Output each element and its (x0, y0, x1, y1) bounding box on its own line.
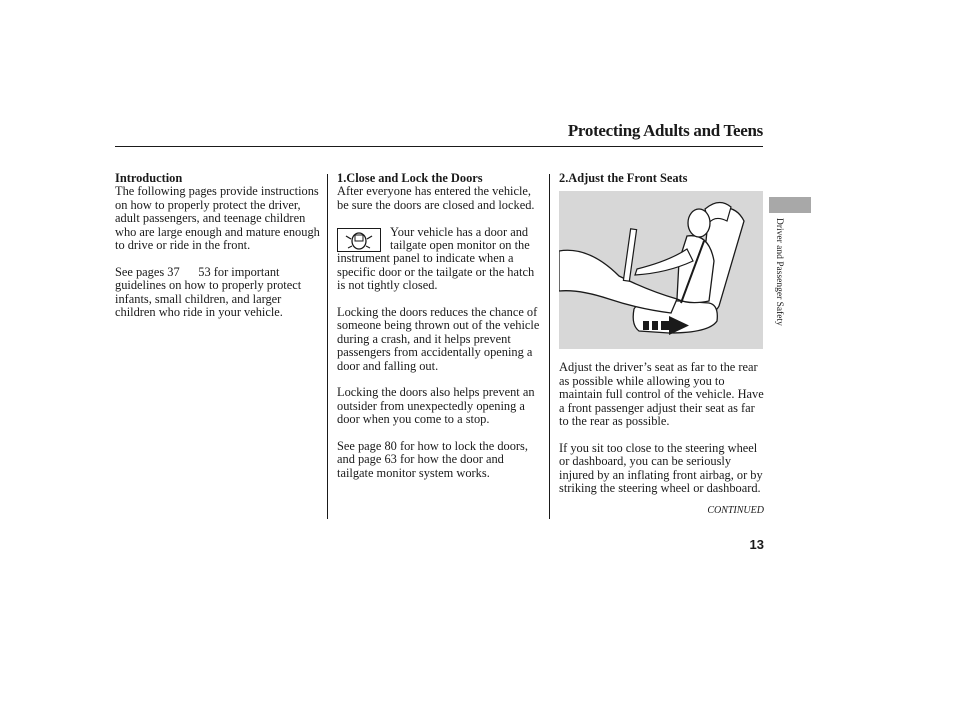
continued-label: CONTINUED (707, 505, 764, 516)
column-divider (327, 174, 328, 519)
column-close-lock-doors (337, 172, 543, 494)
paragraph: Your vehicle has a door and tailgate open monitor on the instrument panel to indicate when a specific door or the tailgate or the hatch is not tightly closed. (337, 224, 535, 293)
driver-seat-illustration (559, 191, 763, 349)
page-number: 13 (749, 537, 764, 552)
paragraph: Locking the doors also helps prevent an outsider from unexpectedly opening a door when you come to a stop. (337, 385, 535, 427)
paragraph: Adjust the driver’s seat as far to the rear as possible while allowing you to maintain full control of the vehicle. Have a front passenger adjust their seat as far to the rear as possible. (559, 360, 764, 429)
paragraph: After everyone has entered the vehicle, be sure the doors are closed and locked. (337, 184, 535, 212)
page-title: Protecting Adults and Teens (567, 121, 763, 140)
title-divider (115, 146, 763, 147)
paragraph: See page 80 for how to lock the doors, and page 63 for how the door and tailgate monitor system works. (337, 439, 528, 480)
section-heading: Introduction (115, 171, 183, 185)
door-monitor-icon (337, 228, 381, 252)
section-heading: 1.Close and Lock the Doors (337, 171, 483, 185)
column-introduction (115, 172, 320, 333)
paragraph: The following pages provide instructions on how to properly protect the driver, adult passengers, and teenage children who are large enough and mature enough to drive or ride in the front. (115, 184, 320, 253)
paragraph: See pages 37 53 for important guidelines on how to properly protect infants, small children, and larger children who ride in your vehicle. (115, 264, 305, 320)
paragraph: Locking the doors reduces the chance of someone being thrown out of the vehicle during a crash, and it helps prevent passengers from accidentally opening a door and falling out. (337, 305, 540, 373)
section-tab-label: Driver and Passenger Safety (774, 218, 784, 326)
column-adjust-front-seats (559, 172, 765, 509)
column-divider (549, 174, 550, 519)
section-heading: 2.Adjust the Front Seats (559, 171, 688, 185)
section-tab (769, 197, 811, 213)
paragraph: If you sit too close to the steering wheel or dashboard, you can be seriously injured by an inflating front airbag, or by striking the steering wheel or dashboard. (559, 440, 763, 496)
